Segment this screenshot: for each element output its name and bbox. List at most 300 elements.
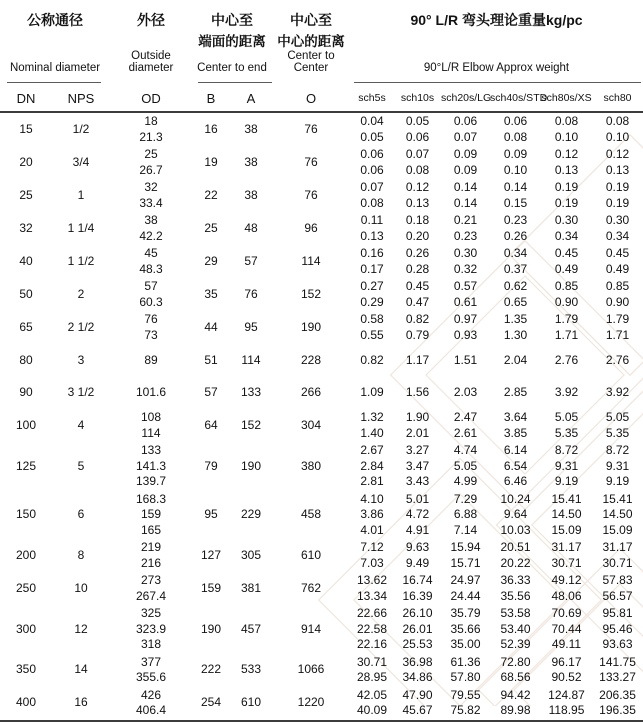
cell-od-value: 377: [140, 654, 162, 669]
cell-weight-sch80s/XS-value: 30.71: [551, 555, 582, 570]
cell-weight-sch80-value: 95.81: [602, 606, 633, 620]
cell-weight-sch80s/XS-value: 49.12: [551, 573, 582, 587]
cell-weight-sch80-value: 0.34: [605, 228, 630, 243]
cell-a: [230, 409, 272, 442]
cell-dn: [0, 687, 52, 721]
cell-o: [272, 605, 350, 654]
cell-od-value: 57: [144, 279, 158, 293]
cell-o: [272, 654, 350, 687]
cell-weight-sch5s: [350, 491, 394, 540]
cell-od-value: 133: [140, 443, 162, 457]
cell-b-value: 25: [204, 220, 218, 235]
cell-od-value: 219: [140, 540, 162, 554]
cell-a-value: 38: [244, 187, 258, 202]
center-to-end-en: Center to end: [197, 62, 267, 74]
cell-dn-value: 80: [19, 352, 33, 367]
cell-weight-sch10s: [394, 687, 441, 721]
cell-weight-sch5s-value: 0.16: [360, 246, 384, 260]
cell-weight-sch5s-value: 4.10: [360, 491, 384, 506]
cell-o-value: 380: [300, 458, 322, 473]
cell-a: [230, 146, 272, 179]
cell-od-value: 165: [140, 522, 162, 537]
cell-nps: [52, 112, 110, 146]
cell-weight-sch20s/LG: [441, 572, 490, 605]
cell-b: [192, 687, 230, 721]
cell-a: [230, 491, 272, 540]
cell-weight-sch5s: [350, 311, 394, 344]
cell-o-value: 1220: [297, 695, 325, 710]
cell-weight-sch10s-value: 3.43: [405, 474, 430, 488]
cell-o-value: 190: [300, 319, 322, 334]
cell-weight-sch20s/LG: [441, 409, 490, 442]
cell-weight-sch20s/LG-value: 0.07: [453, 129, 478, 144]
cell-dn: [0, 409, 52, 442]
cell-weight-sch80: [592, 409, 643, 442]
cell-weight-sch20s/LG-value: 75.82: [450, 703, 481, 717]
cell-weight-sch80s/XS-value: 0.19: [554, 180, 579, 194]
cell-weight-sch10s: [394, 245, 441, 278]
cell-weight-sch5s: [350, 687, 394, 721]
table-row: [0, 377, 643, 410]
col-header-nps: NPS: [52, 85, 110, 112]
cell-weight-sch80: [592, 112, 643, 146]
cell-weight-sch40s/STD-value: 72.80: [500, 654, 531, 669]
cell-weight-sch80-value: 15.09: [602, 522, 633, 537]
column-code-row: [0, 85, 643, 112]
cell-weight-sch5s: [350, 409, 394, 442]
cell-a: [230, 278, 272, 311]
cell-weight-sch80s/XS-value: 70.44: [551, 621, 582, 636]
cell-weight-sch80s/XS: [541, 687, 592, 721]
cell-weight-sch20s/LG-value: 0.30: [453, 246, 478, 260]
spacer-cell: [272, 74, 350, 85]
cell-weight-sch20s/LG: [441, 278, 490, 311]
weight-group-en: 90°L/R Elbow Approx weight: [423, 62, 570, 74]
cell-weight-sch80s/XS: [541, 377, 592, 410]
cell-o-value: 762: [300, 580, 322, 595]
cell-weight-sch5s: [350, 212, 394, 245]
cell-weight-sch80-value: 3.92: [605, 385, 630, 399]
cell-b: [192, 572, 230, 605]
cell-od: [110, 179, 192, 212]
cell-od-value: 325: [140, 606, 162, 620]
cell-weight-sch20s/LG: [441, 605, 490, 654]
cell-b: [192, 278, 230, 311]
cell-weight-sch80s/XS-value: 0.34: [554, 228, 579, 243]
cell-b-value: 159: [200, 580, 222, 595]
cell-b-value: 95: [204, 507, 218, 521]
table-row: [0, 146, 643, 179]
cell-b: [192, 112, 230, 146]
cell-weight-sch80: [592, 377, 643, 410]
cell-weight-sch80-value: 0.12: [605, 147, 630, 161]
cell-weight-sch10s: [394, 377, 441, 410]
cell-weight-sch10s-value: 9.49: [405, 555, 430, 570]
cell-weight-sch80s/XS: [541, 539, 592, 572]
cell-weight-sch80-value: 5.35: [605, 425, 630, 440]
spacer-cell: [110, 74, 192, 85]
cell-weight-sch40s/STD: [490, 572, 541, 605]
cell-b: [192, 377, 230, 410]
cell-dn: [0, 179, 52, 212]
cell-b-value: 29: [204, 253, 218, 268]
cell-weight-sch40s/STD-value: 0.14: [503, 180, 528, 194]
cell-od-value: 21.3: [139, 129, 163, 144]
cell-weight-sch80: [592, 278, 643, 311]
cell-o-value: 610: [300, 547, 322, 562]
cell-od-value: 273: [140, 573, 162, 587]
cell-weight-sch80s/XS-value: 31.17: [551, 540, 582, 554]
cell-a: [230, 212, 272, 245]
cell-weight-sch80s/XS: [541, 212, 592, 245]
cell-weight-sch80-value: 1.71: [605, 327, 630, 342]
cell-weight-sch10s-value: 47.90: [402, 687, 433, 702]
cell-nps-value: 5: [77, 458, 85, 473]
cell-weight-sch80s/XS-value: 0.13: [554, 162, 579, 177]
cell-od-value: 267.4: [135, 588, 167, 603]
cell-o: [272, 179, 350, 212]
cell-weight-sch10s-value: 26.01: [402, 621, 433, 636]
cell-weight-sch20s/LG: [441, 491, 490, 540]
cell-weight-sch10s-value: 0.06: [405, 129, 430, 144]
cell-weight-sch80s/XS-value: 0.90: [554, 294, 579, 309]
cell-weight-sch10s: [394, 278, 441, 311]
cell-weight-sch80-value: 141.75: [599, 654, 636, 669]
cell-a-value: 190: [240, 458, 262, 473]
cell-weight-sch80s/XS: [541, 245, 592, 278]
cell-weight-sch80s/XS-value: 0.10: [554, 129, 579, 144]
cell-weight-sch80-value: 9.31: [605, 458, 630, 473]
cell-weight-sch10s-value: 0.79: [405, 327, 430, 342]
cell-weight-sch80-value: 196.35: [599, 703, 636, 717]
cell-od-value: 32: [144, 180, 158, 194]
cell-weight-sch10s: [394, 179, 441, 212]
cell-weight-sch40s/STD-value: 6.14: [503, 443, 528, 457]
cell-a-value: 457: [240, 621, 262, 636]
cell-dn: [0, 654, 52, 687]
cell-weight-sch10s-value: 0.12: [405, 180, 430, 194]
nominal-underline-cell: [0, 74, 110, 85]
cell-od: [110, 278, 192, 311]
cell-weight-sch5s-value: 3.86: [360, 507, 384, 521]
cell-weight-sch80s/XS: [541, 112, 592, 146]
cell-weight-sch40s/STD-value: 1.30: [503, 327, 528, 342]
cell-nps-value: 3: [77, 352, 85, 367]
cell-od-value: 60.3: [139, 294, 163, 309]
cell-weight-sch80s/XS-value: 49.11: [551, 637, 582, 651]
cell-weight-sch10s-value: 1.56: [405, 385, 430, 399]
cell-weight-sch40s/STD-value: 3.85: [503, 425, 528, 440]
cell-weight-sch5s-value: 0.06: [360, 162, 384, 177]
cell-weight-sch20s/LG-value: 0.14: [453, 195, 478, 210]
cell-dn: [0, 344, 52, 377]
cell-o: [272, 344, 350, 377]
cell-weight-sch80s/XS-value: 5.35: [554, 425, 579, 440]
cell-od-value: 216: [140, 555, 162, 570]
cell-weight-sch20s/LG-value: 0.14: [453, 180, 478, 194]
cell-o-value: 152: [300, 286, 322, 301]
cell-od-value: 141.3: [135, 458, 167, 473]
cell-dn-value: 50: [19, 286, 33, 301]
cell-nps-value: 3/4: [72, 154, 90, 169]
cell-weight-sch5s: [350, 572, 394, 605]
cell-weight-sch40s/STD-value: 10.03: [500, 522, 531, 537]
cell-weight-sch10s-value: 1.90: [405, 410, 430, 424]
cell-weight-sch10s: [394, 539, 441, 572]
cell-weight-sch40s/STD: [490, 112, 541, 146]
group-underline-row: [0, 74, 643, 85]
cell-a-value: 610: [240, 695, 262, 710]
cell-b-value: 16: [204, 121, 218, 136]
cell-o-value: 266: [300, 385, 322, 399]
outside-diameter-cn2: [110, 30, 192, 50]
cell-weight-sch5s-value: 0.07: [360, 180, 384, 194]
cell-weight-sch10s: [394, 442, 441, 491]
cell-weight-sch80-value: 0.90: [605, 294, 630, 309]
cell-weight-sch40s/STD-value: 89.98: [500, 703, 531, 717]
cell-o-value: 96: [304, 220, 318, 235]
cell-weight-sch80-value: 0.45: [605, 246, 630, 260]
cell-weight-sch40s/STD-value: 2.85: [503, 385, 528, 399]
cell-weight-sch40s/STD-value: 0.37: [503, 261, 528, 276]
cell-weight-sch80-value: 133.27: [599, 670, 636, 684]
cell-weight-sch80s/XS-value: 15.09: [551, 522, 582, 537]
cell-weight-sch10s-value: 0.82: [405, 312, 430, 326]
cell-weight-sch5s-value: 7.12: [360, 540, 384, 554]
cell-od-value: 168.3: [135, 491, 167, 506]
cell-weight-sch80-value: 0.19: [605, 180, 630, 194]
cell-weight-sch80s/XS-value: 0.45: [554, 246, 579, 260]
cell-weight-sch40s/STD-value: 3.64: [503, 410, 528, 424]
cell-o: [272, 245, 350, 278]
cell-weight-sch10s: [394, 311, 441, 344]
outside-diameter-cn: 外径: [137, 12, 165, 28]
cell-a: [230, 377, 272, 410]
cell-nps: [52, 344, 110, 377]
cell-weight-sch5s-value: 22.16: [356, 637, 388, 651]
cell-weight-sch40s/STD-value: 0.06: [503, 114, 528, 128]
cell-dn-value: 125: [15, 458, 37, 473]
nominal-diameter-cn2: [0, 30, 110, 50]
cell-weight-sch5s-value: 22.58: [356, 621, 388, 636]
col-header-sch40s-std: sch40s/STD: [490, 85, 541, 112]
cell-weight-sch10s-value: 3.27: [405, 443, 430, 457]
cell-weight-sch5s-value: 1.32: [360, 410, 384, 424]
cell-weight-sch40s/STD-value: 20.22: [500, 555, 531, 570]
cell-weight-sch20s/LG-value: 0.21: [453, 213, 478, 227]
cell-weight-sch10s-value: 5.01: [405, 491, 430, 506]
table-row: [0, 539, 643, 572]
table-row: [0, 442, 643, 491]
col-header-od: OD: [110, 85, 192, 112]
table-row: [0, 572, 643, 605]
cell-weight-sch5s: [350, 278, 394, 311]
cell-weight-sch20s/LG-value: 61.36: [450, 654, 481, 669]
cell-weight-sch80s/XS-value: 3.92: [554, 385, 579, 399]
cell-weight-sch10s: [394, 146, 441, 179]
cell-nps: [52, 442, 110, 491]
cell-a: [230, 179, 272, 212]
cell-weight-sch40s/STD: [490, 442, 541, 491]
cell-weight-sch80s/XS-value: 0.85: [554, 279, 579, 293]
cell-b: [192, 344, 230, 377]
cell-weight-sch40s/STD-value: 53.40: [500, 621, 531, 636]
cell-weight-sch40s/STD: [490, 278, 541, 311]
cell-o: [272, 539, 350, 572]
cell-weight-sch5s-value: 13.34: [356, 588, 388, 603]
cell-weight-sch80s/XS: [541, 311, 592, 344]
cell-weight-sch80-value: 8.72: [605, 443, 630, 457]
cell-weight-sch40s/STD-value: 0.65: [503, 294, 528, 309]
cell-b: [192, 654, 230, 687]
cell-weight-sch80-value: 14.50: [602, 507, 633, 521]
cell-a: [230, 605, 272, 654]
cell-o-value: 458: [300, 507, 322, 521]
cell-dn: [0, 572, 52, 605]
cell-weight-sch5s-value: 13.62: [356, 573, 388, 587]
cell-a: [230, 572, 272, 605]
cell-weight-sch20s/LG: [441, 179, 490, 212]
cell-dn: [0, 539, 52, 572]
cell-weight-sch80s/XS-value: 8.72: [554, 443, 579, 457]
cell-weight-sch5s-value: 2.67: [360, 443, 384, 457]
cell-weight-sch20s/LG-value: 0.93: [453, 327, 478, 342]
cell-weight-sch40s/STD-value: 0.15: [503, 195, 528, 210]
cell-weight-sch10s-value: 0.07: [405, 147, 430, 161]
cell-weight-sch80s/XS-value: 90.52: [551, 670, 582, 684]
table-row: [0, 278, 643, 311]
cell-od-value: 18: [144, 114, 158, 128]
cell-weight-sch80s/XS-value: 9.19: [554, 474, 579, 488]
cell-weight-sch80-value: 56.57: [602, 588, 633, 603]
cell-b-value: 222: [200, 662, 222, 677]
cell-weight-sch40s/STD: [490, 654, 541, 687]
cell-weight-sch5s-value: 0.08: [360, 195, 384, 210]
cell-weight-sch40s/STD: [490, 539, 541, 572]
cell-weight-sch20s/LG-value: 4.74: [453, 443, 478, 457]
col-header-a: A: [230, 85, 272, 112]
cell-weight-sch10s-value: 16.39: [402, 588, 433, 603]
table-row: [0, 687, 643, 721]
table-row: [0, 491, 643, 540]
cell-od: [110, 311, 192, 344]
cell-dn-value: 250: [15, 580, 37, 595]
cell-weight-sch5s-value: 30.71: [356, 654, 388, 669]
cell-weight-sch40s/STD: [490, 491, 541, 540]
cell-weight-sch80-value: 0.08: [605, 114, 630, 128]
cell-b-value: 64: [204, 417, 218, 432]
cell-weight-sch10s-value: 0.20: [405, 228, 430, 243]
center-to-end-cn: 中心至: [211, 12, 253, 28]
cell-od-value: 26.7: [139, 162, 163, 177]
cell-od: [110, 572, 192, 605]
cell-weight-sch5s: [350, 112, 394, 146]
cell-weight-sch80-value: 57.83: [602, 573, 633, 587]
cell-weight-sch80: [592, 491, 643, 540]
cell-od: [110, 539, 192, 572]
cell-nps-value: 3 1/2: [67, 385, 95, 399]
cell-od-value: 101.6: [135, 385, 167, 399]
cell-weight-sch80: [592, 212, 643, 245]
cell-weight-sch10s-value: 0.45: [405, 279, 430, 293]
cell-a-value: 76: [244, 286, 258, 301]
cell-weight-sch80s/XS-value: 118.95: [548, 703, 585, 717]
cell-b: [192, 212, 230, 245]
cell-weight-sch20s/LG: [441, 112, 490, 146]
cell-weight-sch40s/STD: [490, 212, 541, 245]
cell-weight-sch5s-value: 0.13: [360, 228, 384, 243]
cell-o-value: 76: [304, 121, 318, 136]
cell-weight-sch10s: [394, 491, 441, 540]
cell-weight-sch80-value: 1.79: [605, 312, 630, 326]
cell-weight-sch5s-value: 40.09: [356, 703, 388, 717]
cell-weight-sch40s/STD-value: 53.58: [500, 606, 531, 620]
cell-weight-sch80: [592, 179, 643, 212]
table-row: [0, 605, 643, 654]
cell-weight-sch20s/LG-value: 4.99: [453, 474, 478, 488]
cell-weight-sch20s/LG: [441, 212, 490, 245]
cell-weight-sch5s-value: 0.58: [360, 312, 384, 326]
cell-a: [230, 112, 272, 146]
cell-dn: [0, 278, 52, 311]
cell-dn-value: 15: [19, 121, 33, 136]
cell-weight-sch40s/STD: [490, 409, 541, 442]
cell-weight-sch80: [592, 572, 643, 605]
cell-a-value: 114: [241, 352, 261, 367]
cell-weight-sch20s/LG-value: 7.29: [453, 491, 478, 506]
cell-weight-sch10s: [394, 212, 441, 245]
cell-a: [230, 539, 272, 572]
cell-od: [110, 687, 192, 721]
cell-dn-value: 32: [19, 220, 33, 235]
cell-weight-sch10s-value: 36.98: [402, 654, 433, 669]
center-to-center-cn2: 中心的距离: [277, 34, 345, 49]
cell-weight-sch40s/STD-value: 0.10: [503, 162, 528, 177]
cell-weight-sch40s/STD-value: 0.08: [503, 129, 528, 144]
cell-weight-sch80s/XS-value: 2.76: [554, 352, 579, 367]
cell-a: [230, 311, 272, 344]
cell-weight-sch5s: [350, 179, 394, 212]
cell-b-value: 44: [204, 319, 218, 334]
cell-weight-sch80-value: 0.49: [605, 261, 630, 276]
cell-weight-sch20s/LG-value: 24.97: [450, 573, 481, 587]
cell-o: [272, 311, 350, 344]
cell-a: [230, 654, 272, 687]
cell-nps-value: 2: [77, 286, 85, 301]
cell-a-value: 38: [244, 154, 258, 169]
cell-o: [272, 112, 350, 146]
cell-weight-sch20s/LG: [441, 377, 490, 410]
nominal-diameter-cn: 公称通径: [27, 12, 83, 28]
cell-dn: [0, 112, 52, 146]
cell-nps: [52, 245, 110, 278]
cell-od-value: 25: [144, 147, 158, 161]
cell-weight-sch80-value: 31.17: [602, 540, 633, 554]
cell-b: [192, 539, 230, 572]
cell-od-value: 114: [141, 425, 161, 440]
cell-weight-sch5s: [350, 377, 394, 410]
cell-weight-sch80s/XS-value: 15.41: [551, 491, 582, 506]
cell-dn-value: 25: [19, 187, 33, 202]
cell-b-value: 35: [204, 286, 218, 301]
cell-nps: [52, 687, 110, 721]
cell-od: [110, 245, 192, 278]
cell-weight-sch5s-value: 0.29: [360, 294, 384, 309]
cell-weight-sch80s/XS: [541, 344, 592, 377]
cell-b: [192, 409, 230, 442]
cell-weight-sch5s: [350, 442, 394, 491]
cell-weight-sch10s-value: 26.10: [402, 606, 433, 620]
